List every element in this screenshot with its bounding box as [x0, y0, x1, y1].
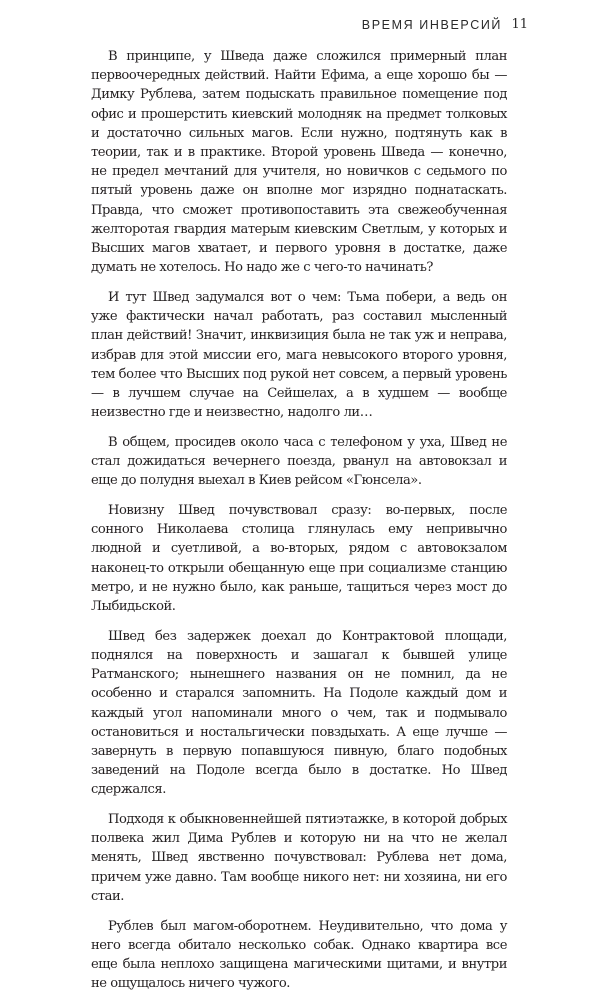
page-number: 11: [511, 17, 528, 32]
paragraph: В общем, просидев около часа с телефоном у уха, Швед не стал дожидаться вечернего поезда, рванул на автовокзал и еще до полудня выехал в Киев рейсом «Гюнсела».: [91, 434, 507, 489]
body-text: [91, 47, 507, 1004]
running-head-title: ВРЕМЯ ИНВЕРСИЙ: [361, 18, 502, 32]
paragraph: Новизну Швед почувствовал сразу: во-первых, после сонного Николаева столица глянулась ему непривычно людной и суетливой, а во-вторых, рядом с автовокзалом наконец-то открыли обещанную еще при социализме станцию метро, и не нужно было, как раньше, тащиться через мост до Лыбидьской.: [91, 502, 507, 614]
paragraph: Швед без задержек доехал до Контрактовой площади, поднялся на поверхность и зашагал к бывшей улице Ратманского; нынешнего названия он не помнил, да не особенно и старался запомнить. На Подоле каждый дом и каждый угол напоминали много о чем, так и подмывало остановиться и ностальгически повздыхать. А еще лучше — завернуть в первую попавшуюся пивную, благо подобных заведений на Подоле всегда было в достатке. Но Швед сдержался.: [91, 628, 507, 798]
paragraph: Рублев был магом-оборотнем. Неудивительно, что дома у него всегда обитало несколько собак. Однако квартира все еще была неплохо защищена магическими щитами, и внутри не ощущалось ничего чужого.: [91, 918, 507, 992]
paragraph: В принципе, у Шведа даже сложился примерный план первоочередных действий. Найти Ефима, а еще хорошо бы — Димку Рублева, затем подыскать правильное помещение под офис и прошерстить киевский молодняк на предмет толковых и достаточно сильных магов. Если нужно, подтянуть как в теории, так и в практике. Второй уровень Шведа — конечно, не предел мечтаний для учителя, но новичков с седьмого по пятый уровень даже он вполне мог изрядно поднатаскать. Правда, что сможет противопоставить эта свежеобученная желторотая гвардия матерым киевским Светлым, у которых и Высших магов хватает, и первого уровня в достатке, даже думать не хотелось. Но надо же с чего-то начинать?: [91, 49, 507, 276]
paragraph: Подходя к обыкновеннейшей пятиэтажке, в которой добрых полвека жил Дима Рублев и которую ни на что не желал менять, Швед явственно почувствовал: Рублева нет дома, причем уже давно. Там вообще никого нет: ни хозяина, ни его стаи.: [91, 812, 507, 904]
paragraph: И тут Швед задумался вот о чем: Тьма побери, а ведь он уже фактически начал работать, раз составил мысленный план действий! Значит, инквизиция была не так уж и неправа, избрав для этой миссии его, мага невысокого второго уровня, тем более что Высших под рукой нет совсем, а первый уровень — в лучшем случае на Сейшелах, а в худшем — вообще неизвестно где и неизвестно, надолго ли…: [91, 289, 507, 421]
